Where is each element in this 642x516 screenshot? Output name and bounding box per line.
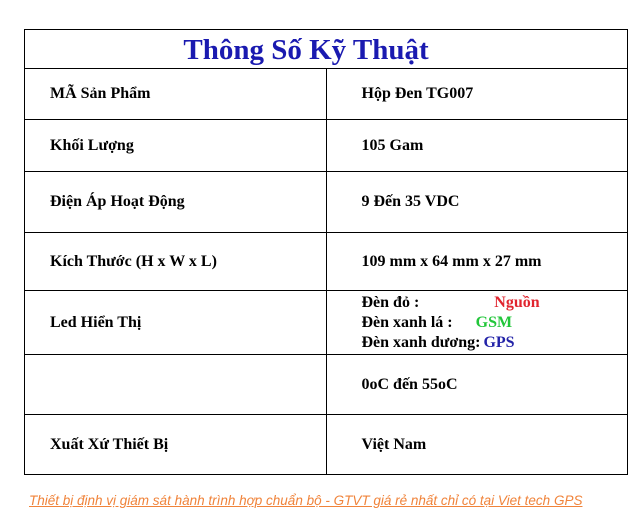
spec-label: MÃ Sản Phẩm [25, 69, 327, 120]
spec-row-origin [25, 415, 628, 475]
spec-label: Khối Lượng [25, 120, 327, 172]
page-title: Thông Số Kỹ Thuật [183, 33, 429, 66]
spec-value: 105 Gam [326, 120, 628, 172]
led-line-red [362, 293, 628, 313]
led-label: Đèn đỏ : [361, 293, 420, 311]
spec-value: 9 Đến 35 VDC [326, 172, 628, 233]
spec-row-dimensions [25, 233, 628, 291]
spec-row-led [25, 291, 628, 355]
spec-value: 0oC đến 55oC [326, 355, 628, 415]
spec-value: 109 mm x 64 mm x 27 mm [326, 233, 628, 291]
spec-label [25, 355, 327, 415]
spec-value: Việt Nam [326, 415, 628, 475]
spec-label: Led Hiển Thị [25, 291, 327, 355]
spec-label: Điện Áp Hoạt Động [25, 172, 327, 233]
led-line-blue [362, 333, 628, 353]
led-line-green [362, 313, 628, 333]
spec-row-weight [25, 120, 628, 172]
led-indicator-cell [326, 291, 628, 355]
spec-value: Hộp Đen TG007 [326, 69, 628, 120]
spec-label: Xuất Xứ Thiết Bị [25, 415, 327, 475]
spec-table [24, 29, 628, 475]
led-value-gsm: GSM [475, 313, 513, 331]
caption-link[interactable]: Thiết bị định vị giám sát hành trình hợp chuẩn bộ - GTVT giá rẻ nhất chỉ có tại Viet tech GPS [29, 493, 583, 508]
spec-row-product-code [25, 69, 628, 120]
led-label: Đèn xanh lá : [361, 313, 453, 331]
led-value-power: Nguồn [494, 293, 540, 311]
spec-row-temperature [25, 355, 628, 415]
title-row [25, 30, 628, 69]
spec-label: Kích Thước (H x W x L) [25, 233, 327, 291]
led-label: Đèn xanh dương: [361, 333, 481, 351]
led-value-gps: GPS [483, 333, 515, 351]
title-cell [25, 30, 628, 69]
spec-row-voltage [25, 172, 628, 233]
